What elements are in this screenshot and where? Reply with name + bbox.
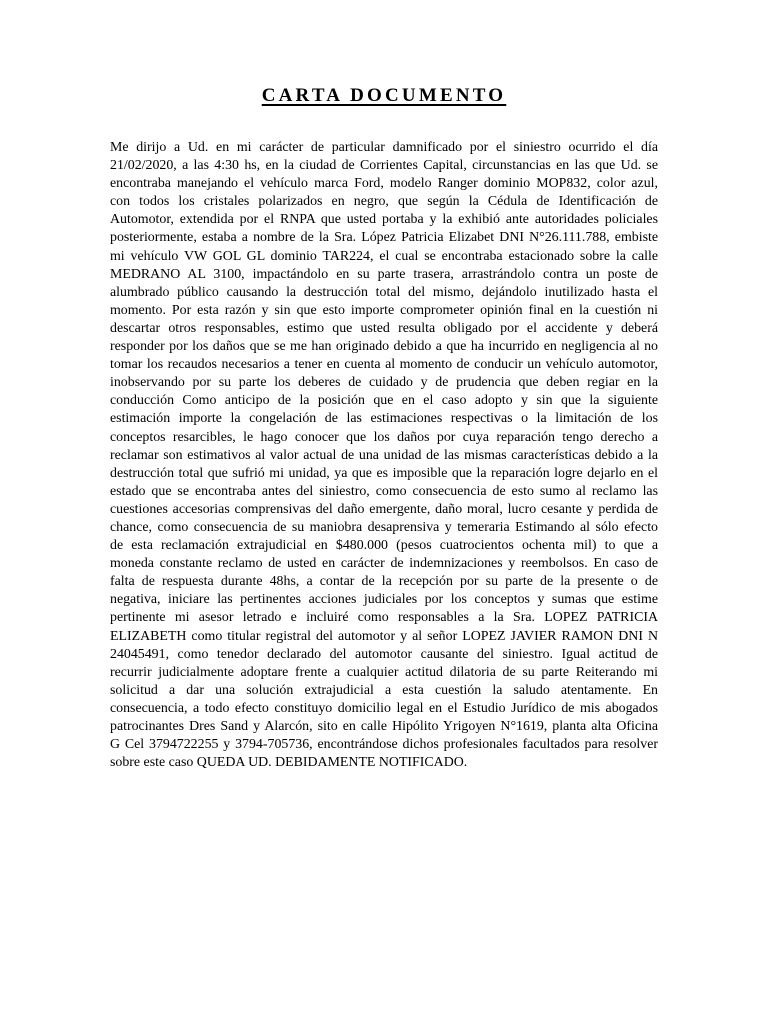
body-line: conceptos resarcibles, le hago conocer que los daños por cuya reparación tengo derecho a — [110, 429, 658, 445]
body-line: chance, como consecuencia de su maniobra desaprensiva y temeraria Estimando al sólo efecto — [110, 519, 658, 535]
body-line: reclamar son estimativos al valor actual de una unidad de las mismas características debido a la — [110, 447, 658, 463]
body-line: de esta reclamación extrajudicial en $480.000 (pesos cuatrocientos ochenta mil) to que a — [110, 538, 658, 554]
body-line: recurrir judicialmente adoptare frente a cualquier actitud dilatoria de su parte Reiterando mi — [110, 664, 658, 680]
body-line: estado que se encontraba antes del siniestro, como consecuencia de esto sumo al reclamo las — [110, 483, 658, 499]
body-line: encontraba manejando el vehículo marca Ford, modelo Ranger dominio MOP832, color azul, — [110, 176, 658, 192]
document-title — [0, 84, 768, 108]
body-line: descartar otros responsables, estimo que usted resulta obligado por el accidente y deberá — [110, 320, 658, 336]
body-line: responder por los daños que se me han originado debido a que ha incurrido en negligencia al no — [110, 339, 658, 355]
body-line: G Cel 3794722255 y 3794-705736, encontrándose dichos profesionales facultados para resolver — [110, 737, 658, 753]
body-line: Automotor, extendida por el RNPA que usted portaba y la exhibió ante autoridades policiales — [110, 212, 658, 228]
body-line: consecuencia, a todo efecto constituyo domicilio legal en el Estudio Jurídico de mis abogados — [110, 700, 658, 716]
body-line: alumbrado público causando la destrucción total del mismo, dejándolo inutilizado hasta el — [110, 284, 658, 300]
document-title-text: CARTA DOCUMENTO — [261, 85, 507, 106]
body-line: posteriormente, estaba a nombre de la Sra. López Patricia Elizabet DNI N°26.111.788, embiste — [110, 230, 658, 246]
body-line: negativa, iniciare las pertinentes acciones judiciales por los conceptos y sumas que estime — [110, 592, 658, 608]
body-line: patrocinantes Dres Sand y Alarcón, sito en calle Hipólito Yrigoyen N°1619, planta alta Oficina — [110, 719, 658, 734]
body-line: inobservando por su parte los deberes de cuidado y de prudencia que deben regiar en la — [110, 375, 658, 391]
body-line: conducción Como anticipo de la posición que en el caso adopto y sin que la siguiente — [110, 393, 658, 409]
body-line: 24045491, como tenedor declarado del automotor causante del siniestro. Igual actitud de — [110, 646, 658, 662]
body-line: MEDRANO AL 3100, impactándolo en su parte trasera, arrastrándolo contra un poste de — [110, 266, 658, 282]
body-line: pertinente mi asesor letrado e incluiré como responsables a la Sra. LOPEZ PATRICIA — [110, 610, 658, 626]
body-line: cuestiones accesorias comprensivas del daño emergente, daño moral, lucro cesante y perdida de — [110, 501, 658, 517]
body-line: 21/02/2020, a las 4:30 hs, en la ciudad de Corrientes Capital, circunstancias en las que Ud. se — [110, 158, 658, 174]
body-line: ELIZABETH como titular registral del automotor y al señor LOPEZ JAVIER RAMON DNI N — [110, 628, 658, 644]
body-line: mi vehículo VW GOL GL dominio TAR224, el cual se encontraba estacionado sobre la calle — [110, 248, 658, 264]
body-line: sobre este caso QUEDA UD. DEBIDAMENTE NOTIFICADO. — [110, 755, 468, 771]
letter-body — [110, 139, 658, 772]
body-line: destrucción total que sufrió mi unidad, ya que es imposible que la reparación logre dejarlo en el — [110, 465, 658, 481]
body-line: tomar los recaudos necesarios a tener en cuenta al momento de conducir un vehículo automotor, — [110, 357, 658, 373]
body-line: estimación importe la congelación de las estimaciones respectivas o la limitación de los — [110, 411, 658, 427]
body-line: solicitud a dar una solución extrajudicial a esta cuestión la saludo atentamente. En — [110, 682, 658, 698]
body-line: falta de respuesta durante 48hs, a contar de la recepción por su parte de la presente o de — [110, 574, 658, 590]
body-line: con todos los cristales polarizados en negro, que según la Cédula de Identificación de — [110, 194, 658, 210]
body-line: Me dirijo a Ud. en mi carácter de particular damnificado por el siniestro ocurrido el día — [110, 140, 658, 155]
body-line: moneda constante reclamo de usted en carácter de indemnizaciones y reembolsos. En caso de — [110, 556, 658, 572]
body-line: momento. Por esta razón y sin que esto importe comprometer opinión final en la cuestión ni — [110, 302, 658, 318]
